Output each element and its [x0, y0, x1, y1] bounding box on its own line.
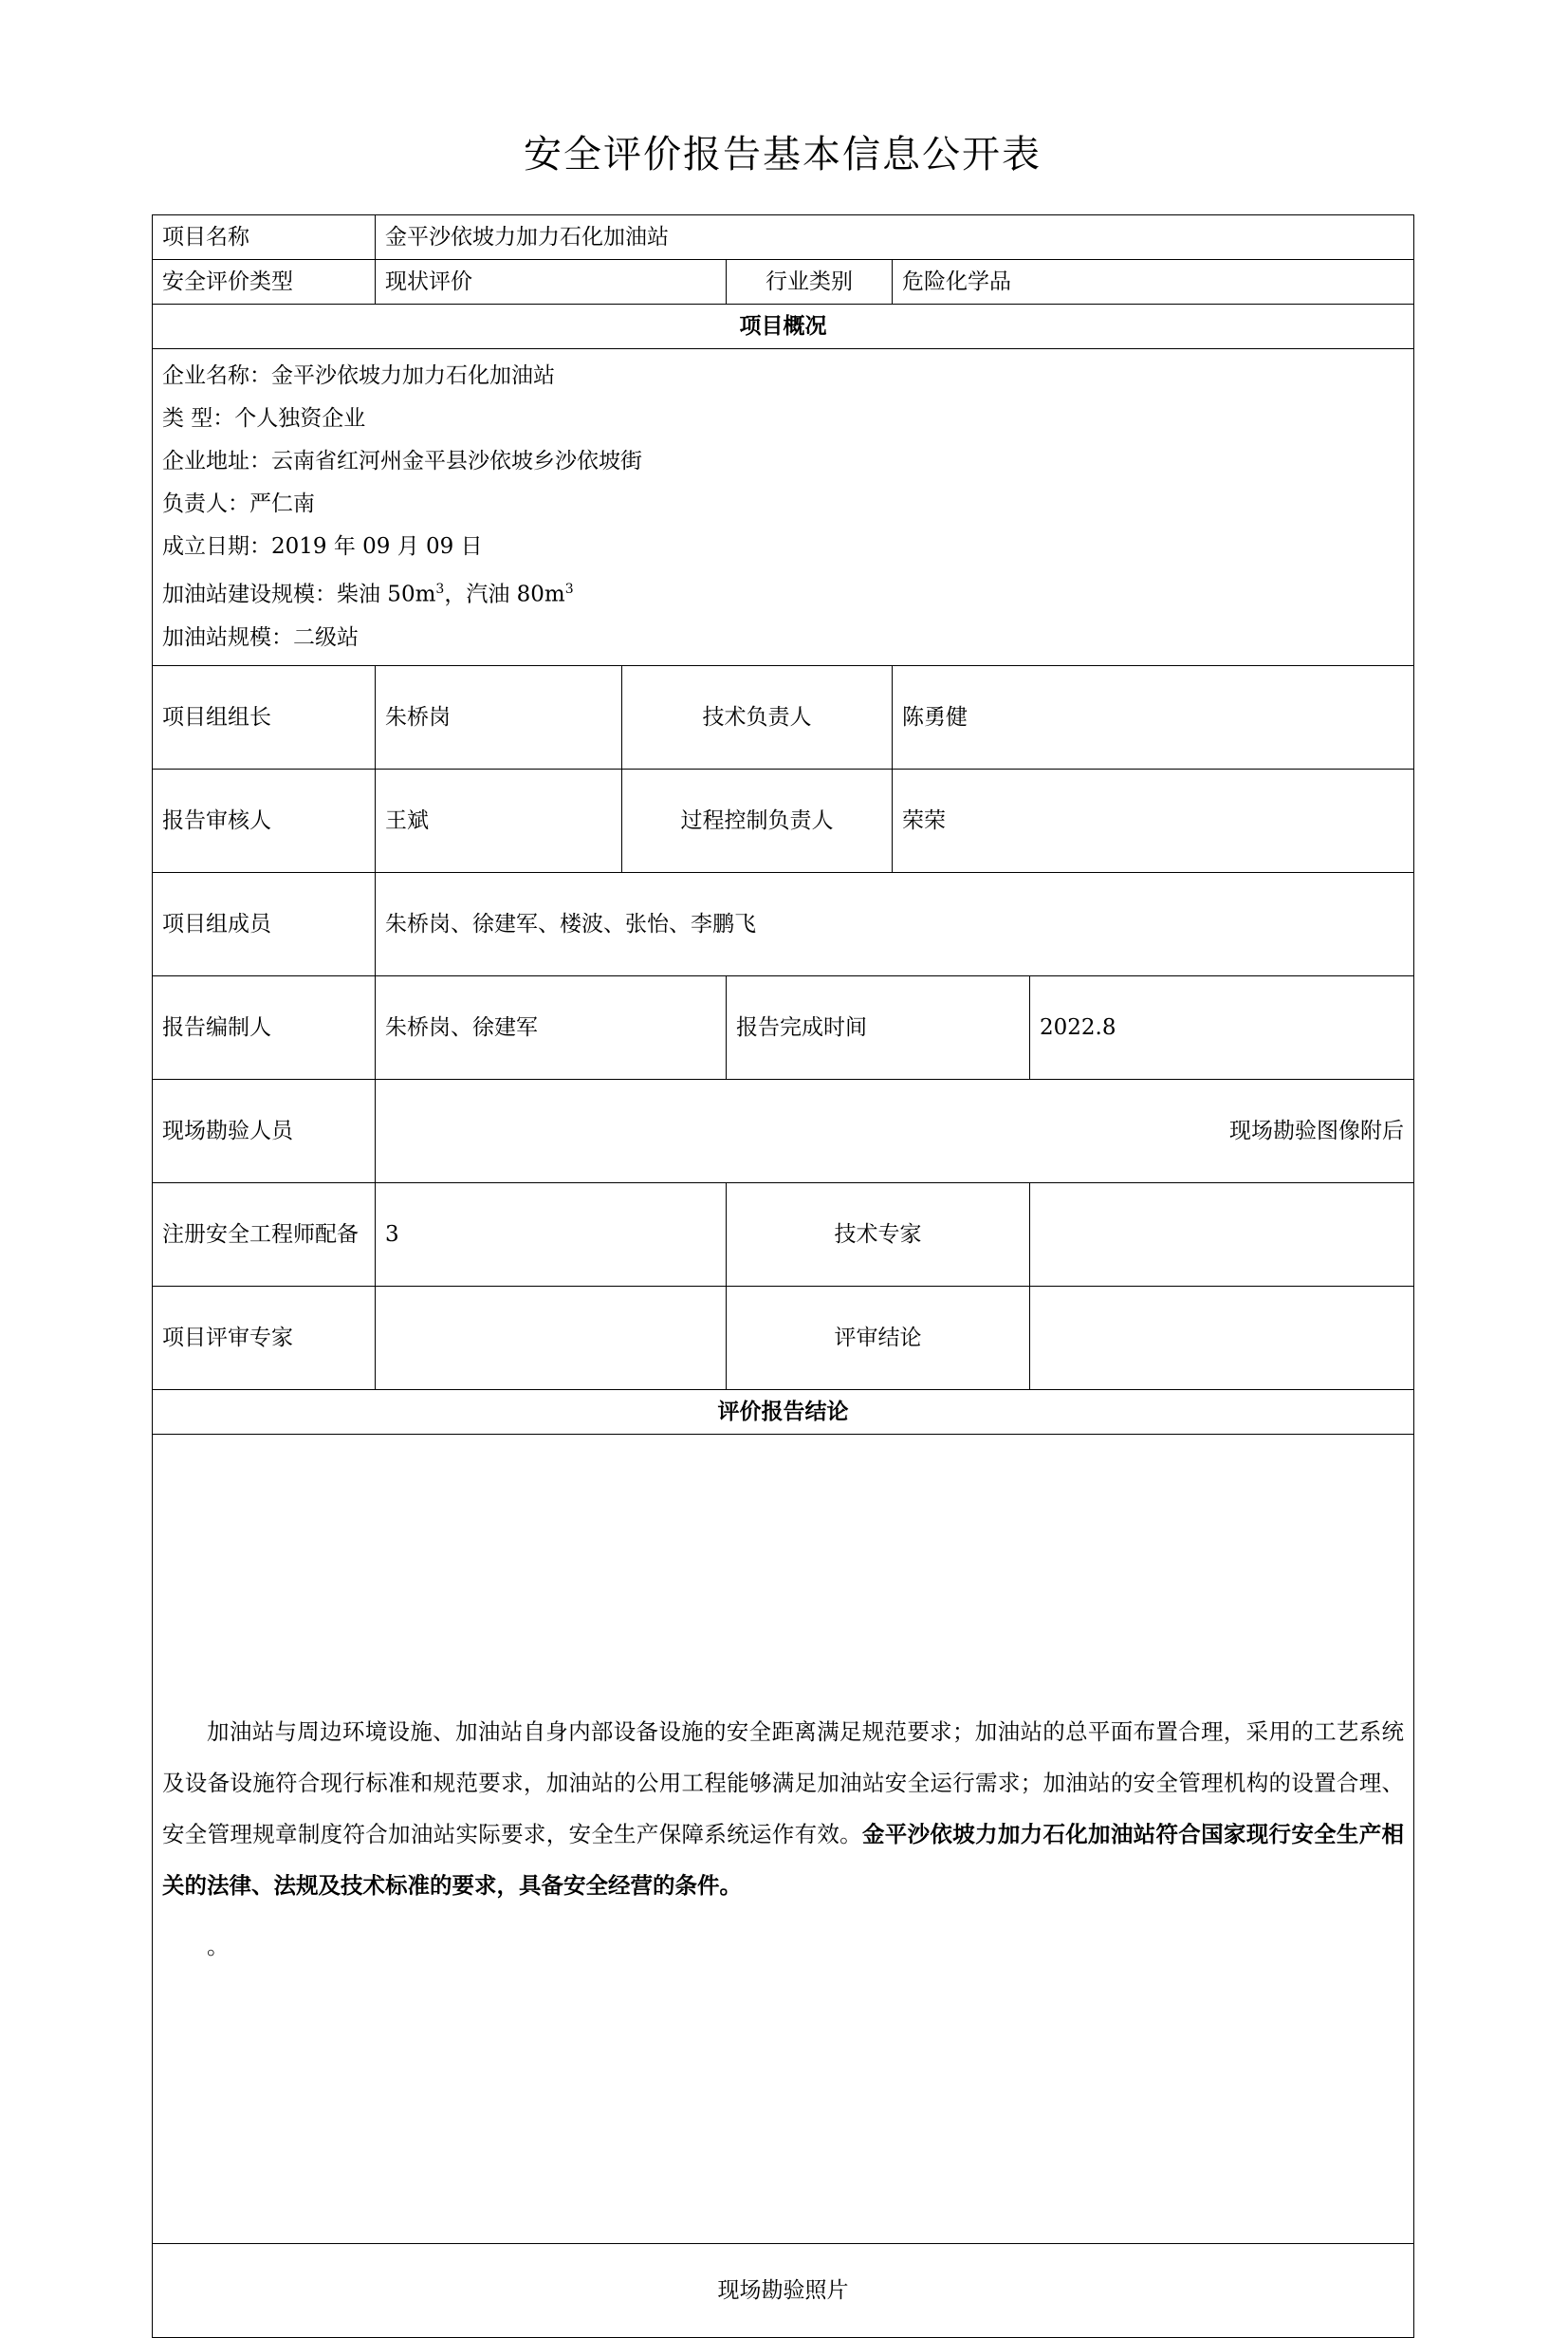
page-title: 安全评价报告基本信息公开表	[524, 133, 1042, 176]
table-row-leader	[153, 665, 1414, 769]
label-survey-staff: 现场勘验人员	[153, 1079, 376, 1182]
value-project-name: 金平沙依坡力加力石化加油站	[376, 215, 1414, 260]
photo-section-caption: 现场勘验照片	[153, 2243, 1414, 2337]
value-report-reviewer: 王斌	[376, 769, 622, 872]
conclusion-body	[153, 1434, 1414, 2243]
value-tech-lead: 陈勇健	[893, 665, 1414, 769]
label-tech-expert: 技术专家	[727, 1182, 1030, 1286]
table-row-conclusion-body	[153, 1434, 1414, 2243]
overview-body	[153, 349, 1414, 666]
value-tech-expert	[1030, 1182, 1414, 1286]
value-certified-safety-engineers: 3	[376, 1182, 727, 1286]
label-eval-type: 安全评价类型	[153, 260, 376, 305]
conclusion-trailing-mark: 。	[207, 1932, 230, 1959]
table-row-compiler	[153, 975, 1414, 1079]
build-scale-unit-1: m	[415, 582, 436, 607]
table-row-certified-engineers	[153, 1182, 1414, 1286]
build-scale-unit-2: m	[544, 582, 565, 607]
value-survey-note: 现场勘验图像附后	[376, 1079, 1414, 1182]
label-project-name: 项目名称	[153, 215, 376, 260]
value-project-leader: 朱桥岗	[376, 665, 622, 769]
overview-line-founded: 成立日期：2019 年 09 月 09 日	[162, 534, 483, 559]
overview-line-address: 企业地址：云南省红河州金平县沙依坡乡沙依坡街	[162, 449, 642, 473]
label-project-members: 项目组成员	[153, 872, 376, 975]
label-tech-lead: 技术负责人	[622, 665, 893, 769]
value-project-members: 朱桥岗、徐建军、楼波、张怡、李鹏飞	[376, 872, 1414, 975]
table-row-review-expert	[153, 1286, 1414, 1389]
table-row-survey-staff	[153, 1079, 1414, 1182]
label-project-leader: 项目组组长	[153, 665, 376, 769]
label-certified-safety-engineers: 注册安全工程师配备	[153, 1182, 376, 1286]
section-heading-conclusion: 评价报告结论	[153, 1389, 1414, 1434]
conclusion-text-bold: 金平沙依坡力加力石化加油站符合国家现行安全生产相关的法律、法规及技术标准的要求，具备安全经营的条件。	[162, 1820, 1405, 1899]
build-scale-middle: ，汽油 80	[444, 582, 544, 607]
build-scale-sup-1: 3	[435, 582, 445, 597]
value-review-expert	[376, 1286, 727, 1389]
table-row-overview-body	[153, 349, 1414, 666]
value-review-conclusion	[1030, 1286, 1414, 1389]
overview-line-company-name: 企业名称：金平沙依坡力加力石化加油站	[162, 363, 555, 388]
table-row-conclusion-heading	[153, 1389, 1414, 1434]
table-row-reviewer	[153, 769, 1414, 872]
section-heading-overview: 项目概况	[153, 305, 1414, 349]
label-finish-time: 报告完成时间	[727, 975, 1030, 1079]
build-scale-prefix: 加油站建设规模：柴油 50	[162, 582, 415, 607]
label-report-reviewer: 报告审核人	[153, 769, 376, 872]
conclusion-text-plain: 加油站与周边环境设施、加油站自身内部设备设施的安全距离满足规范要求；加油站的总平面布置合理，采用的工艺系统及设备设施符合现行标准和规范要求，加油站的公用工程能够满足加油站安全运行需求；加油站的安全管理机构的设置合理、安全管理规章制度符合加油站实际要求，安全生产保障系统运作有效。	[162, 1717, 1405, 1847]
value-process-control-lead: 荣荣	[893, 769, 1414, 872]
label-industry-type: 行业类别	[727, 260, 893, 305]
build-scale-sup-2: 3	[564, 582, 574, 597]
conclusion-paragraph	[162, 1706, 1404, 1911]
value-industry-type: 危险化学品	[893, 260, 1414, 305]
overview-line-type: 类 型：个人独资企业	[162, 406, 366, 431]
overview-line-station-grade: 加油站规模：二级站	[162, 624, 359, 650]
overview-line-principal: 负责人：严仁南	[162, 492, 315, 516]
overview-line-build-scale	[162, 568, 1404, 617]
public-info-table	[152, 214, 1414, 2338]
value-finish-time: 2022.8	[1030, 975, 1414, 1079]
table-row-photo-caption	[153, 2243, 1414, 2337]
value-report-compiler: 朱桥岗、徐建军	[376, 975, 727, 1079]
label-review-conclusion: 评审结论	[727, 1286, 1030, 1389]
table-row-eval-type	[153, 260, 1414, 305]
label-report-compiler: 报告编制人	[153, 975, 376, 1079]
table-row-project-name	[153, 215, 1414, 260]
label-review-expert: 项目评审专家	[153, 1286, 376, 1389]
table-row-overview-heading	[153, 305, 1414, 349]
label-process-control-lead: 过程控制负责人	[622, 769, 893, 872]
value-eval-type: 现状评价	[376, 260, 727, 305]
table-row-members	[153, 872, 1414, 975]
